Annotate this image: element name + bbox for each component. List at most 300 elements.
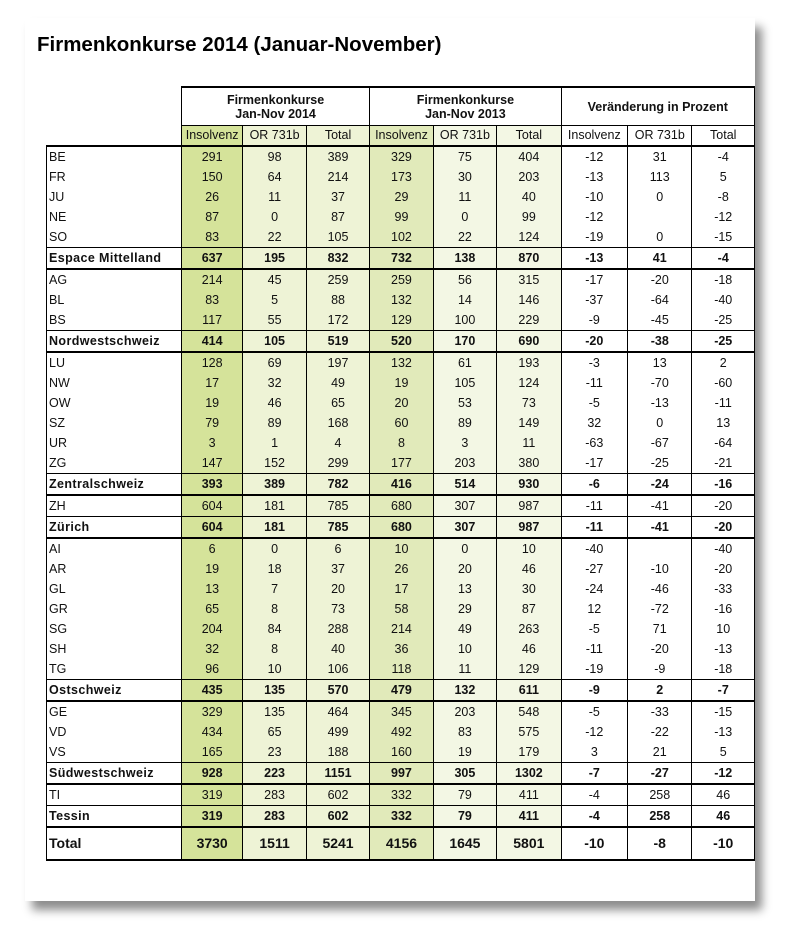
cell-or731b-change: -20 <box>628 269 692 290</box>
cell-total-2014: 1151 <box>306 763 369 785</box>
cell-insolvenz-2013: 17 <box>370 579 433 599</box>
column-header-insolvenz-change: Insolvenz <box>561 126 627 147</box>
cell-total-change: -4 <box>692 146 755 167</box>
cell-total-change: -60 <box>692 373 755 393</box>
cell-total-2013: 203 <box>497 167 561 187</box>
column-header-or731b-2014: OR 731b <box>243 126 306 147</box>
cell-insolvenz-2014: 329 <box>181 701 242 722</box>
cell-or731b-2013: 100 <box>433 310 496 331</box>
cell-or731b-2013: 19 <box>433 742 496 763</box>
table-row <box>47 495 755 517</box>
cell-total-2013: 30 <box>497 579 561 599</box>
cell-canton: TG <box>47 659 182 680</box>
cell-total-2014: 570 <box>306 680 369 702</box>
header-group-2014 <box>181 87 369 126</box>
cell-or731b-2014: 22 <box>243 227 306 248</box>
cell-insolvenz-2014: 435 <box>181 680 242 702</box>
cell-or731b-2013: 49 <box>433 619 496 639</box>
cell-or731b-change: -67 <box>628 433 692 453</box>
cell-or731b-change: -20 <box>628 639 692 659</box>
cell-insolvenz-2013: 329 <box>370 146 433 167</box>
cell-canton: OW <box>47 393 182 413</box>
cell-or731b-change <box>628 207 692 227</box>
cell-or731b-2013: 203 <box>433 701 496 722</box>
table-row <box>47 722 755 742</box>
cell-total-2014: 105 <box>306 227 369 248</box>
cell-total-2013: 46 <box>497 559 561 579</box>
cell-total-2014: 214 <box>306 167 369 187</box>
cell-or731b-2013: 0 <box>433 538 496 559</box>
cell-total-2014: 602 <box>306 784 369 806</box>
cell-canton: SG <box>47 619 182 639</box>
cell-or731b-2013: 1645 <box>433 827 496 860</box>
table-row <box>47 639 755 659</box>
table-row <box>47 742 755 763</box>
cell-or731b-2013: 79 <box>433 784 496 806</box>
cell-canton: NE <box>47 207 182 227</box>
cell-total-2013: 315 <box>497 269 561 290</box>
cell-or731b-2014: 135 <box>243 680 306 702</box>
cell-or731b-change: -10 <box>628 559 692 579</box>
table-row <box>47 413 755 433</box>
cell-canton: Total <box>47 827 182 860</box>
cell-or731b-2013: 89 <box>433 413 496 433</box>
table-row <box>47 599 755 619</box>
cell-or731b-2013: 75 <box>433 146 496 167</box>
column-header-or731b-change: OR 731b <box>628 126 692 147</box>
cell-or731b-change: -33 <box>628 701 692 722</box>
cell-total-change: -20 <box>692 495 755 517</box>
column-header-insolvenz-2013: Insolvenz <box>370 126 433 147</box>
region-summary-row <box>47 806 755 828</box>
cell-total-2013: 73 <box>497 393 561 413</box>
cell-insolvenz-2013: 102 <box>370 227 433 248</box>
cell-total-2014: 65 <box>306 393 369 413</box>
cell-total-2014: 20 <box>306 579 369 599</box>
cell-total-change: 10 <box>692 619 755 639</box>
cell-canton: SO <box>47 227 182 248</box>
cell-insolvenz-2014: 150 <box>181 167 242 187</box>
cell-total-2014: 172 <box>306 310 369 331</box>
cell-total-change: -8 <box>692 187 755 207</box>
table-row <box>47 393 755 413</box>
cell-insolvenz-2014: 19 <box>181 559 242 579</box>
cell-canton: Espace Mittelland <box>47 248 182 270</box>
cell-insolvenz-2013: 160 <box>370 742 433 763</box>
cell-insolvenz-change: -17 <box>561 453 627 474</box>
cell-or731b-change: -25 <box>628 453 692 474</box>
cell-total-2013: 149 <box>497 413 561 433</box>
cell-or731b-change: -64 <box>628 290 692 310</box>
cell-or731b-2014: 389 <box>243 474 306 496</box>
cell-insolvenz-change: 3 <box>561 742 627 763</box>
cell-total-2013: 229 <box>497 310 561 331</box>
cell-or731b-2014: 69 <box>243 352 306 373</box>
cell-insolvenz-change: -13 <box>561 248 627 270</box>
cell-or731b-2013: 305 <box>433 763 496 785</box>
cell-total-change: -12 <box>692 207 755 227</box>
cell-or731b-2013: 0 <box>433 207 496 227</box>
cell-or731b-2013: 79 <box>433 806 496 828</box>
cell-insolvenz-change: -20 <box>561 331 627 353</box>
region-summary-row <box>47 680 755 702</box>
cell-or731b-change: 0 <box>628 413 692 433</box>
cell-insolvenz-2013: 332 <box>370 784 433 806</box>
cell-canton: BS <box>47 310 182 331</box>
cell-or731b-2013: 30 <box>433 167 496 187</box>
cell-or731b-2014: 181 <box>243 517 306 539</box>
cell-insolvenz-change: -12 <box>561 146 627 167</box>
cell-or731b-2014: 195 <box>243 248 306 270</box>
cell-or731b-change <box>628 538 692 559</box>
cell-total-2013: 870 <box>497 248 561 270</box>
cell-total-change: -16 <box>692 599 755 619</box>
cell-or731b-2014: 98 <box>243 146 306 167</box>
cell-canton: ZH <box>47 495 182 517</box>
cell-canton: NW <box>47 373 182 393</box>
column-header-insolvenz-2014: Insolvenz <box>181 126 242 147</box>
cell-canton: TI <box>47 784 182 806</box>
table-row <box>47 207 755 227</box>
cell-or731b-2014: 55 <box>243 310 306 331</box>
cell-insolvenz-change: -4 <box>561 784 627 806</box>
cell-insolvenz-2013: 680 <box>370 495 433 517</box>
cell-insolvenz-2013: 19 <box>370 373 433 393</box>
cell-or731b-change: 2 <box>628 680 692 702</box>
cell-insolvenz-change: -5 <box>561 619 627 639</box>
cell-or731b-2014: 64 <box>243 167 306 187</box>
cell-insolvenz-change: -4 <box>561 806 627 828</box>
cell-total-2014: 464 <box>306 701 369 722</box>
cell-total-2014: 782 <box>306 474 369 496</box>
cell-or731b-2013: 307 <box>433 495 496 517</box>
cell-total-change: -15 <box>692 227 755 248</box>
cell-insolvenz-2013: 132 <box>370 352 433 373</box>
cell-insolvenz-change: -24 <box>561 579 627 599</box>
cell-insolvenz-change: -10 <box>561 827 627 860</box>
cell-insolvenz-change: -7 <box>561 763 627 785</box>
cell-canton: FR <box>47 167 182 187</box>
cell-insolvenz-2013: 10 <box>370 538 433 559</box>
column-header-or731b-2013: OR 731b <box>433 126 496 147</box>
cell-insolvenz-2014: 393 <box>181 474 242 496</box>
cell-total-2014: 49 <box>306 373 369 393</box>
cell-total-2014: 106 <box>306 659 369 680</box>
table-row <box>47 290 755 310</box>
header-row-columns <box>47 126 755 147</box>
cell-total-2014: 37 <box>306 559 369 579</box>
cell-or731b-2014: 105 <box>243 331 306 353</box>
cell-total-change: -33 <box>692 579 755 599</box>
cell-total-2013: 611 <box>497 680 561 702</box>
cell-insolvenz-change: -12 <box>561 207 627 227</box>
cell-or731b-2013: 170 <box>433 331 496 353</box>
cell-insolvenz-change: 12 <box>561 599 627 619</box>
header-row-groups <box>47 87 755 126</box>
cell-total-2014: 37 <box>306 187 369 207</box>
cell-or731b-change: 258 <box>628 784 692 806</box>
cell-or731b-2014: 84 <box>243 619 306 639</box>
cell-insolvenz-2014: 32 <box>181 639 242 659</box>
table-row <box>47 453 755 474</box>
cell-or731b-change: 41 <box>628 248 692 270</box>
cell-insolvenz-2013: 520 <box>370 331 433 353</box>
cell-total-2013: 124 <box>497 227 561 248</box>
cell-total-2014: 288 <box>306 619 369 639</box>
cell-total-2013: 87 <box>497 599 561 619</box>
cell-or731b-change: -41 <box>628 517 692 539</box>
cell-or731b-2014: 135 <box>243 701 306 722</box>
cell-or731b-2014: 1511 <box>243 827 306 860</box>
table-row <box>47 373 755 393</box>
cell-insolvenz-2014: 117 <box>181 310 242 331</box>
cell-insolvenz-2014: 291 <box>181 146 242 167</box>
region-summary-row <box>47 331 755 353</box>
cell-total-change: -40 <box>692 290 755 310</box>
cell-or731b-2014: 89 <box>243 413 306 433</box>
cell-total-2014: 519 <box>306 331 369 353</box>
cell-total-2014: 499 <box>306 722 369 742</box>
cell-or731b-change: -13 <box>628 393 692 413</box>
cell-insolvenz-2014: 83 <box>181 290 242 310</box>
cell-or731b-2014: 8 <box>243 639 306 659</box>
header-group-2013-label: Firmenkonkurse Jan-Nov 2013 <box>416 92 515 121</box>
cell-insolvenz-2014: 26 <box>181 187 242 207</box>
cell-total-2013: 129 <box>497 659 561 680</box>
cell-total-change: 13 <box>692 413 755 433</box>
cell-insolvenz-2013: 4156 <box>370 827 433 860</box>
cell-insolvenz-2014: 147 <box>181 453 242 474</box>
cell-insolvenz-2014: 3730 <box>181 827 242 860</box>
table-row <box>47 659 755 680</box>
cell-total-change: -18 <box>692 269 755 290</box>
cell-insolvenz-2013: 416 <box>370 474 433 496</box>
cell-insolvenz-2014: 434 <box>181 722 242 742</box>
cell-canton: AG <box>47 269 182 290</box>
cell-total-2013: 179 <box>497 742 561 763</box>
cell-or731b-2013: 11 <box>433 659 496 680</box>
cell-insolvenz-2014: 414 <box>181 331 242 353</box>
cell-insolvenz-2013: 8 <box>370 433 433 453</box>
cell-or731b-2013: 83 <box>433 722 496 742</box>
cell-or731b-2014: 8 <box>243 599 306 619</box>
cell-canton: GL <box>47 579 182 599</box>
region-summary-row <box>47 763 755 785</box>
cell-total-2013: 411 <box>497 806 561 828</box>
header-group-percent-label: Veränderung in Prozent <box>587 99 728 114</box>
cell-or731b-2014: 11 <box>243 187 306 207</box>
cell-total-2013: 146 <box>497 290 561 310</box>
cell-insolvenz-2014: 65 <box>181 599 242 619</box>
cell-insolvenz-2013: 26 <box>370 559 433 579</box>
cell-insolvenz-2014: 319 <box>181 784 242 806</box>
cell-total-2014: 197 <box>306 352 369 373</box>
cell-total-change: -20 <box>692 559 755 579</box>
page-title: Firmenkonkurse 2014 (Januar-November) <box>37 33 442 56</box>
cell-total-change: -16 <box>692 474 755 496</box>
cell-canton: VD <box>47 722 182 742</box>
cell-insolvenz-2013: 332 <box>370 806 433 828</box>
cell-total-2013: 930 <box>497 474 561 496</box>
table-row <box>47 559 755 579</box>
cell-total-2014: 832 <box>306 248 369 270</box>
cell-insolvenz-change: -19 <box>561 659 627 680</box>
column-header-total-2014: Total <box>306 126 369 147</box>
cell-canton: Tessin <box>47 806 182 828</box>
cell-insolvenz-change: -17 <box>561 269 627 290</box>
cell-total-change: 5 <box>692 167 755 187</box>
cell-or731b-2013: 138 <box>433 248 496 270</box>
cell-total-2014: 4 <box>306 433 369 453</box>
cell-insolvenz-2013: 58 <box>370 599 433 619</box>
total-row <box>47 827 755 860</box>
cell-or731b-2014: 0 <box>243 538 306 559</box>
cell-total-2013: 193 <box>497 352 561 373</box>
cell-or731b-change: 258 <box>628 806 692 828</box>
cell-insolvenz-2013: 259 <box>370 269 433 290</box>
cell-insolvenz-2014: 214 <box>181 269 242 290</box>
cell-insolvenz-2014: 128 <box>181 352 242 373</box>
bankruptcy-table <box>46 86 755 861</box>
cell-insolvenz-2014: 17 <box>181 373 242 393</box>
cell-insolvenz-change: -13 <box>561 167 627 187</box>
cell-or731b-2014: 45 <box>243 269 306 290</box>
cell-insolvenz-change: -11 <box>561 517 627 539</box>
table-row <box>47 433 755 453</box>
cell-canton: AI <box>47 538 182 559</box>
table-row <box>47 784 755 806</box>
header-group-2014-label: Firmenkonkurse Jan-Nov 2014 <box>226 92 325 121</box>
cell-insolvenz-2014: 3 <box>181 433 242 453</box>
cell-total-change: -13 <box>692 722 755 742</box>
cell-canton: Ostschweiz <box>47 680 182 702</box>
cell-or731b-2014: 1 <box>243 433 306 453</box>
cell-or731b-2013: 22 <box>433 227 496 248</box>
cell-or731b-2014: 7 <box>243 579 306 599</box>
cell-insolvenz-2013: 345 <box>370 701 433 722</box>
cell-insolvenz-change: -12 <box>561 722 627 742</box>
cell-or731b-2013: 132 <box>433 680 496 702</box>
cell-or731b-change: -27 <box>628 763 692 785</box>
cell-total-2014: 88 <box>306 290 369 310</box>
cell-total-change: -25 <box>692 310 755 331</box>
cell-insolvenz-2013: 99 <box>370 207 433 227</box>
cell-total-2013: 124 <box>497 373 561 393</box>
cell-total-change: -15 <box>692 701 755 722</box>
cell-or731b-2013: 13 <box>433 579 496 599</box>
cell-total-2014: 299 <box>306 453 369 474</box>
cell-total-change: -64 <box>692 433 755 453</box>
cell-canton: BL <box>47 290 182 310</box>
cell-total-2014: 168 <box>306 413 369 433</box>
cell-total-2014: 389 <box>306 146 369 167</box>
cell-total-change: -12 <box>692 763 755 785</box>
cell-total-2013: 548 <box>497 701 561 722</box>
cell-or731b-2014: 46 <box>243 393 306 413</box>
cell-insolvenz-2014: 204 <box>181 619 242 639</box>
cell-or731b-2014: 181 <box>243 495 306 517</box>
table-row <box>47 701 755 722</box>
region-summary-row <box>47 474 755 496</box>
cell-total-2013: 411 <box>497 784 561 806</box>
cell-insolvenz-2014: 604 <box>181 495 242 517</box>
cell-total-change: -11 <box>692 393 755 413</box>
cell-insolvenz-change: 32 <box>561 413 627 433</box>
cell-total-2013: 99 <box>497 207 561 227</box>
table-body <box>47 87 755 860</box>
cell-or731b-2014: 10 <box>243 659 306 680</box>
cell-or731b-2014: 0 <box>243 207 306 227</box>
cell-canton: UR <box>47 433 182 453</box>
cell-insolvenz-change: -11 <box>561 639 627 659</box>
cell-canton: JU <box>47 187 182 207</box>
cell-insolvenz-change: -27 <box>561 559 627 579</box>
cell-or731b-change: -70 <box>628 373 692 393</box>
cell-insolvenz-2013: 60 <box>370 413 433 433</box>
cell-total-change: -21 <box>692 453 755 474</box>
cell-total-2014: 5241 <box>306 827 369 860</box>
cell-canton: SZ <box>47 413 182 433</box>
cell-total-2013: 11 <box>497 433 561 453</box>
cell-total-2014: 40 <box>306 639 369 659</box>
header-blank <box>47 87 182 126</box>
cell-insolvenz-2014: 79 <box>181 413 242 433</box>
column-header-total-change: Total <box>692 126 755 147</box>
cell-or731b-change: -9 <box>628 659 692 680</box>
cell-insolvenz-2013: 680 <box>370 517 433 539</box>
cell-total-2013: 263 <box>497 619 561 639</box>
table-row <box>47 352 755 373</box>
cell-or731b-2014: 32 <box>243 373 306 393</box>
cell-or731b-2013: 514 <box>433 474 496 496</box>
cell-insolvenz-2013: 173 <box>370 167 433 187</box>
cell-total-2013: 10 <box>497 538 561 559</box>
table-row <box>47 619 755 639</box>
cell-insolvenz-change: -40 <box>561 538 627 559</box>
cell-total-2014: 785 <box>306 517 369 539</box>
cell-canton: SH <box>47 639 182 659</box>
cell-insolvenz-2013: 118 <box>370 659 433 680</box>
cell-total-2013: 1302 <box>497 763 561 785</box>
cell-total-2013: 987 <box>497 495 561 517</box>
cell-insolvenz-2013: 20 <box>370 393 433 413</box>
cell-insolvenz-change: -63 <box>561 433 627 453</box>
cell-or731b-2013: 203 <box>433 453 496 474</box>
header-blank <box>47 126 182 147</box>
cell-or731b-change: -22 <box>628 722 692 742</box>
cell-insolvenz-2013: 132 <box>370 290 433 310</box>
cell-canton: Zentralschweiz <box>47 474 182 496</box>
cell-total-2013: 40 <box>497 187 561 207</box>
cell-canton: Südwestschweiz <box>47 763 182 785</box>
cell-insolvenz-2013: 214 <box>370 619 433 639</box>
cell-total-2014: 73 <box>306 599 369 619</box>
cell-insolvenz-2014: 6 <box>181 538 242 559</box>
cell-or731b-change: 13 <box>628 352 692 373</box>
cell-or731b-2014: 152 <box>243 453 306 474</box>
cell-insolvenz-2014: 96 <box>181 659 242 680</box>
cell-total-change: -7 <box>692 680 755 702</box>
cell-insolvenz-2014: 19 <box>181 393 242 413</box>
cell-total-change: -20 <box>692 517 755 539</box>
cell-insolvenz-2013: 997 <box>370 763 433 785</box>
cell-insolvenz-change: -3 <box>561 352 627 373</box>
cell-insolvenz-2013: 492 <box>370 722 433 742</box>
cell-insolvenz-2013: 36 <box>370 639 433 659</box>
cell-total-2014: 785 <box>306 495 369 517</box>
cell-or731b-change: 31 <box>628 146 692 167</box>
cell-or731b-2013: 307 <box>433 517 496 539</box>
